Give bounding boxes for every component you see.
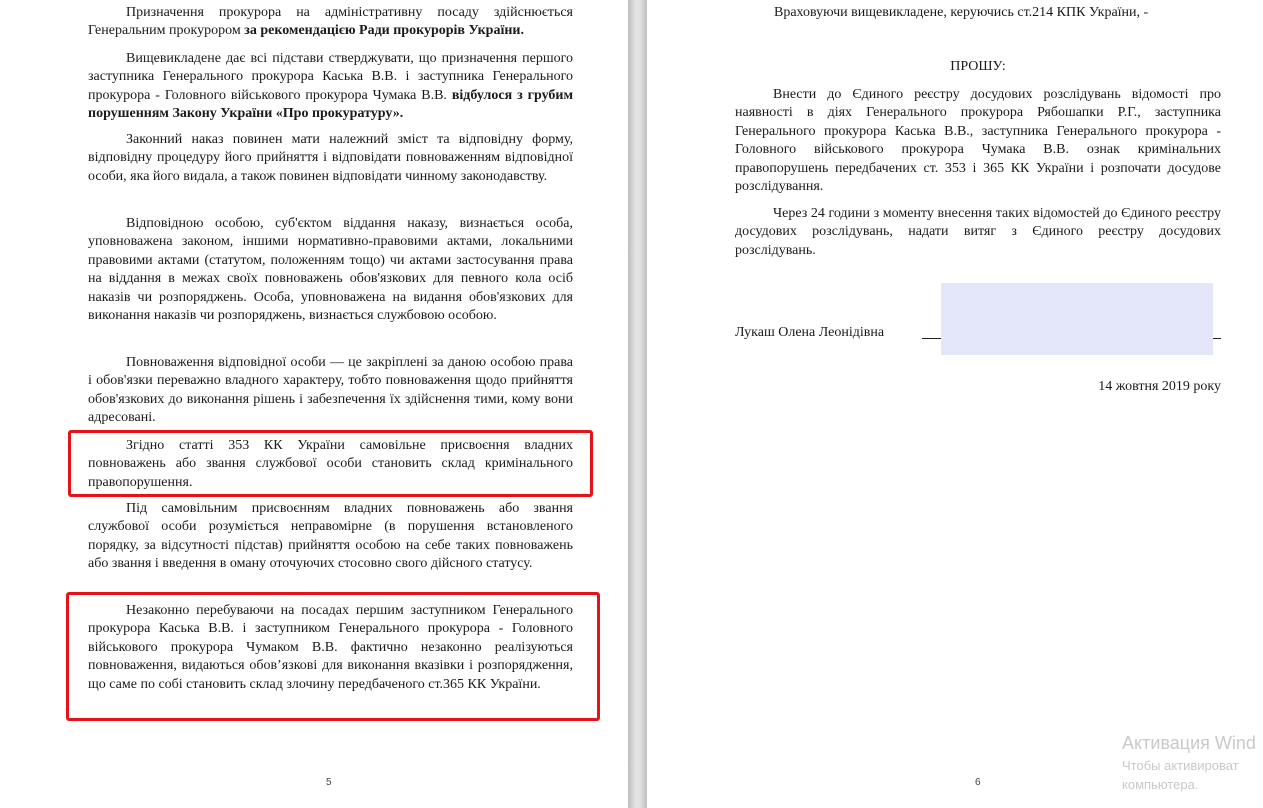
request-heading: ПРОШУ: <box>950 59 1006 74</box>
windows-activation-hint: компьютера. <box>1122 777 1199 792</box>
highlight-frame-article-353 <box>68 430 593 497</box>
signer-name: Лукаш Олена Леонідівна <box>735 325 885 340</box>
paragraph-illegal-positions: Незаконно перебуваючи на посадах першим заступником Генерального прокурора Каська В.В. і заступником Генерального прокурора - Головного військового прокурора Чумаком В.В. фактично незаконно реалізуються повноваження, видаються обов’язкові для виконання вказівки і розпорядження, що саме по собі становить склад злочину передбаченого ст.365 КК України. <box>88 603 573 692</box>
bold-phrase: за рекомендацією Ради прокурорів України. <box>244 23 524 39</box>
paragraph-conclusion: Вищевикладене дає всі підстави стверджувати, що призначення першого заступника Генерального прокурора Каська В.В. і заступника Генерального прокурора - Головного військового прокурора Чумака В.В. відбулося з грубим порушенням Закону України «Про прокуратуру». <box>88 51 573 122</box>
page-number: 5 <box>326 777 332 788</box>
signature-redaction <box>941 283 1213 355</box>
paragraph-responsible-person: Відповідною особою, суб'єктом віддання наказу, визнається особа, уповноважена законом, іншими нормативно-правовими актами, локальними правовими актами (статутом, положенням тощо) чи актами застосування права на віддання в межах своїх повноважень обов'язкових для певного кола осіб наказів чи розпоряджень. Особа, уповноважена на видання обов'язкових для виконання наказів чи розпоряджень, визнається службовою особою. <box>88 216 573 324</box>
page-number: 6 <box>975 777 981 788</box>
paragraph-self-appropriation: Під самовільним присвоєнням владних повноважень або звання службової особи розуміється неправомірне (в порушення встановленого порядку, за відсутності підстав) прийняття особою на себе таких повноважень або звання і введення в оману оточуючих стосовно свого дійсного статусу. <box>88 501 573 572</box>
page-gap <box>628 0 647 808</box>
windows-activation-hint: Чтобы активироват <box>1122 758 1239 773</box>
paragraph-article-353: Згідно статті 353 КК України самовільне присвоєння владних повноважень або звання службової особи становить склад кримінального правопорушення. <box>88 438 573 490</box>
paragraph-powers: Повноваження відповідної особи — це закріплені за даною особою права і обов'язки переважно владного характеру, тобто повноваження щодо прийняття обов'язкових до виконання рішень і забезпечення їх здійснення тими, кому вони адресовані. <box>88 355 573 426</box>
paragraph-appointment: Призначення прокурора на адміністративну посаду здійснюється Генеральним прокурором за рекомендацією Ради прокурорів України. <box>88 5 573 39</box>
bold-phrase: відбулося з грубим порушенням Закону України «Про прокуратуру». <box>88 87 573 122</box>
page-5 <box>0 0 628 808</box>
paragraph-request-register: Внести до Єдиного реєстру досудових розслідувань відомості про наявності в діях Генерального прокурора Рябошапки Р.Г., заступника Генерального прокурора Каська В.В., заступника Генерального прокурора - Головного військового прокурора Чумака В.В. ознак кримінальних правопорушень передбачених ст. 353 і 365 КК України і розпочати досудове розслідування. <box>735 87 1221 195</box>
page-6 <box>647 0 1263 808</box>
highlight-frame-article-365 <box>66 592 600 721</box>
windows-activation-watermark: Активация Wind <box>1122 733 1256 753</box>
paragraph-lawful-order: Законний наказ повинен мати належний зміст та відповідну форму, відповідну процедуру його прийняття і відповідати повноваженням відповідної особи, яка його видала, а також повинен відповідати чинному законодавству. <box>88 132 573 184</box>
paragraph-intro: Враховуючи вищевикладене, керуючись ст.214 КПК України, - <box>774 5 1149 20</box>
paragraph-request-extract: Через 24 години з моменту внесення таких відомостей до Єдиного реєстру досудових розслідувань, надати витяг з Єдиного реєстру досудових розслідувань. <box>735 206 1221 258</box>
signature-date: 14 жовтня 2019 року <box>1098 379 1221 394</box>
